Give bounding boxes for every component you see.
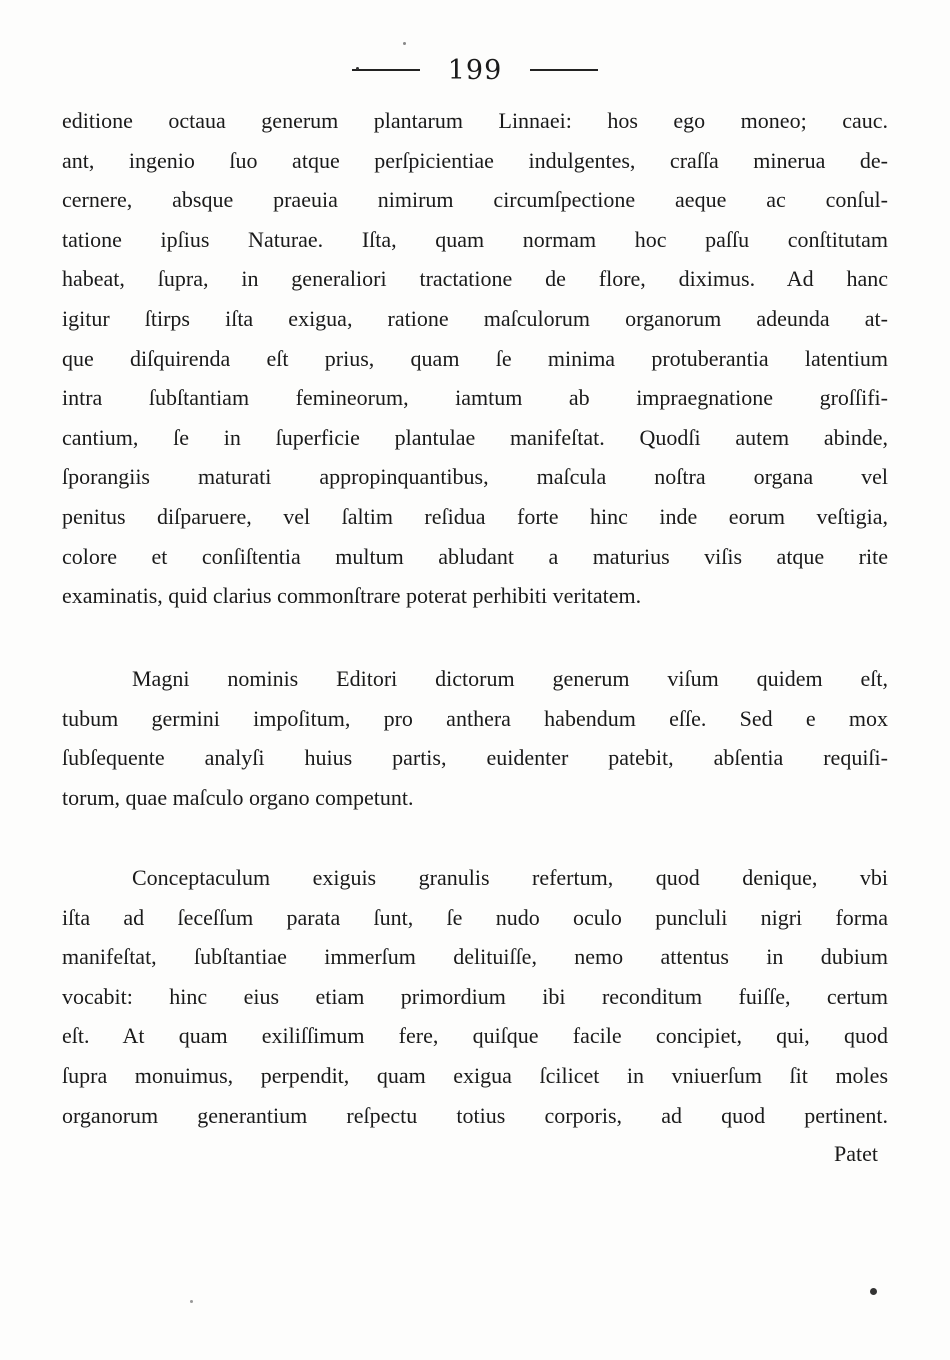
text-line: torum, quae maſculo organo competunt. — [62, 784, 414, 810]
text-line: vocabit: hinc eius etiam primordium ibi reconditum fuiſſe, certum — [62, 983, 888, 1009]
ink-speck — [356, 67, 359, 70]
page-number: 199 — [447, 54, 503, 86]
paragraph-1 — [62, 101, 888, 616]
text-line: Conceptaculum exiguis granulis refertum, quod denique, vbi — [132, 865, 888, 890]
catchword: Patet — [834, 1141, 878, 1166]
text-line: ſporangiis maturati appropinquantibus, maſcula noſtra organa vel — [62, 464, 888, 490]
text-line: ſubſequente analyſi huius partis, euidenter patebit, abſentia requiſi- — [62, 745, 888, 771]
text-line: habeat, ſupra, in generaliori tractatione de flore, diximus. Ad hanc — [62, 266, 888, 292]
text-line: ſupra monuimus, perpendit, quam exigua ſcilicet in vniuerſum ſit moles — [62, 1062, 888, 1088]
ink-speck — [403, 42, 406, 45]
text-line: ant, ingenio ſuo atque perſpicientiae indulgentes, craſſa minerua de- — [62, 147, 888, 173]
text-line: iſta ad ſeceſſum parata ſunt, ſe nudo oculo puncluli nigri forma — [62, 904, 888, 930]
text-line: organorum generantium reſpectu totius corporis, ad quod pertinent. — [62, 1102, 888, 1128]
running-header — [0, 52, 950, 88]
paragraph-3 — [62, 858, 888, 1135]
text-line: intra ſubſtantiam femineorum, iamtum ab impraegnatione groſſifi- — [62, 385, 888, 411]
text-line: tatione ipſius Naturae. Iſta, quam normam hoc paſſu conſtitutam — [62, 226, 888, 252]
header-rule-right — [530, 69, 598, 71]
text-line: colore et conſiſtentia multum abludant a maturius viſis atque rite — [62, 543, 888, 569]
text-line: cernere, absque praeuia nimirum circumſpectione aeque ac conſul- — [62, 187, 888, 213]
ink-speck — [190, 1300, 193, 1303]
text-line: eſt. At quam exiliſſimum fere, quiſque facile concipiet, qui, quod — [62, 1023, 888, 1049]
text-line: penitus diſparuere, vel ſaltim reſidua forte hinc inde eorum veſtigia, — [62, 503, 888, 529]
header-rule-left — [352, 69, 420, 71]
ink-speck — [870, 1288, 877, 1295]
text-line: que diſquirenda eſt prius, quam ſe minima protuberantia latentium — [62, 345, 888, 371]
text-line: tubum germini impoſitum, pro anthera habendum eſſe. Sed e mox — [62, 705, 888, 731]
text-line: examinatis, quid clarius commonſtrare poterat perhibiti veritatem. — [62, 583, 642, 609]
paragraph-2 — [62, 659, 888, 817]
text-line: editione octaua generum plantarum Linnaei: hos ego moneo; cauc. — [62, 108, 888, 133]
text-line: Magni nominis Editori dictorum generum viſum quidem eſt, — [132, 666, 888, 691]
text-line: igitur ſtirps iſta exigua, ratione maſculorum organorum adeunda at- — [62, 305, 888, 331]
text-line: manifeſtat, ſubſtantiae immerſum delituiſſe, nemo attentus in dubium — [62, 944, 888, 970]
text-line: cantium, ſe in ſuperficie plantulae manifeſtat. Quodſi autem abinde, — [62, 424, 888, 450]
